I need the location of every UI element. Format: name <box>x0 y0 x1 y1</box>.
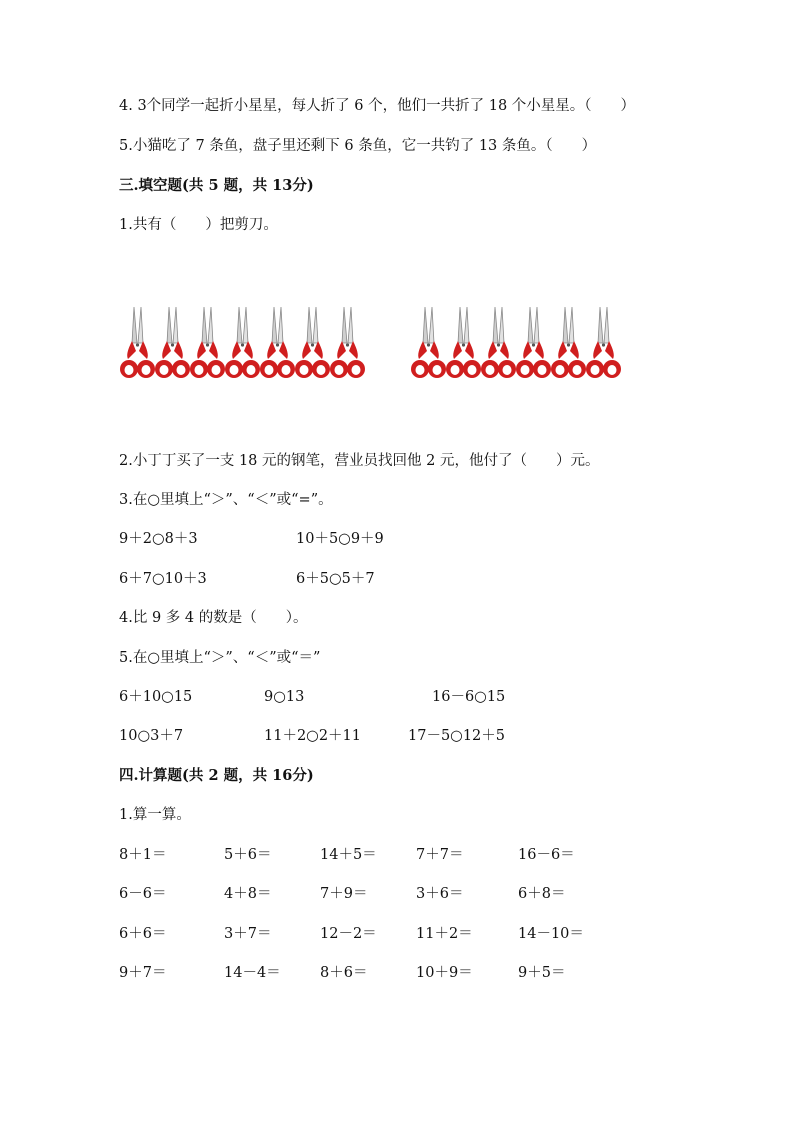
scissors-icon <box>330 303 365 387</box>
calc-item: 9＋7＝ <box>119 965 167 981</box>
section-4-heading: 四.计算题(共 2 题，共 16分) <box>119 767 314 784</box>
scissors-icon <box>190 303 225 387</box>
fill-question-1: 1.共有（ ）把剪刀。 <box>119 217 278 233</box>
section-3-heading: 三.填空题(共 5 题，共 13分) <box>119 177 314 194</box>
compare-item: 10○3＋7 <box>119 728 184 744</box>
scissors-icon <box>481 303 516 387</box>
calc-item: 6＋6＝ <box>119 926 167 942</box>
scissors-icon <box>120 303 155 387</box>
calc-item: 7＋7＝ <box>416 847 464 863</box>
compare-item: 9○13 <box>264 689 305 705</box>
calc-item: 8＋1＝ <box>119 847 167 863</box>
scissors-icon <box>446 303 481 387</box>
scissors-icon <box>411 303 446 387</box>
calc-item: 8＋6＝ <box>320 965 368 981</box>
calc-item: 5＋6＝ <box>224 847 272 863</box>
calc-item: 4＋8＝ <box>224 886 272 902</box>
calc-item: 14＋5＝ <box>320 847 377 863</box>
fill-question-4: 4.比 9 多 4 的数是（ ）。 <box>119 610 308 626</box>
calc-item: 3＋6＝ <box>416 886 464 902</box>
scissors-icon <box>225 303 260 387</box>
scissors-group-right <box>411 303 621 387</box>
compare-item: 10＋5○9＋9 <box>296 531 384 547</box>
judge-question-4: 4. 3个同学一起折小星星，每人折了 6 个，他们一共折了 18 个小星星。（ ） <box>119 98 636 114</box>
scissors-icon <box>295 303 330 387</box>
calc-item: 10＋9＝ <box>416 965 473 981</box>
compare-item: 9＋2○8＋3 <box>119 531 198 547</box>
calc-item: 7＋9＝ <box>320 886 368 902</box>
scissors-icon <box>551 303 586 387</box>
calc-item: 12－2＝ <box>320 926 377 942</box>
scissors-icon <box>586 303 621 387</box>
scissors-icon <box>260 303 295 387</box>
fill-question-3: 3.在○里填上“＞”、“＜”或“=”。 <box>119 492 333 508</box>
calc-item: 16－6＝ <box>518 847 575 863</box>
scissors-icon <box>516 303 551 387</box>
calc-item: 3＋7＝ <box>224 926 272 942</box>
fill-question-5: 5.在○里填上“＞”、“＜”或“＝” <box>119 650 321 666</box>
compare-item: 17－5○12＋5 <box>408 728 506 744</box>
compare-item: 6＋10○15 <box>119 689 193 705</box>
fill-question-2: 2.小丁丁买了一支 18 元的钢笔，营业员找回他 2 元，他付了（ ）元。 <box>119 453 600 469</box>
scissors-icon <box>155 303 190 387</box>
compare-item: 6＋7○10＋3 <box>119 571 207 587</box>
calc-question-1: 1.算一算。 <box>119 807 191 823</box>
compare-item: 6＋5○5＋7 <box>296 571 375 587</box>
calc-item: 9＋5＝ <box>518 965 566 981</box>
calc-item: 6＋8＝ <box>518 886 566 902</box>
scissors-group-left <box>120 303 365 387</box>
calc-item: 14－4＝ <box>224 965 281 981</box>
calc-item: 6－6＝ <box>119 886 167 902</box>
calc-item: 14－10＝ <box>518 926 584 942</box>
judge-question-5: 5.小猫吃了 7 条鱼，盘子里还剩下 6 条鱼，它一共钓了 13 条鱼。（ ） <box>119 138 597 154</box>
compare-item: 16－6○15 <box>432 689 506 705</box>
calc-item: 11＋2＝ <box>416 926 473 942</box>
compare-item: 11＋2○2＋11 <box>264 728 362 744</box>
